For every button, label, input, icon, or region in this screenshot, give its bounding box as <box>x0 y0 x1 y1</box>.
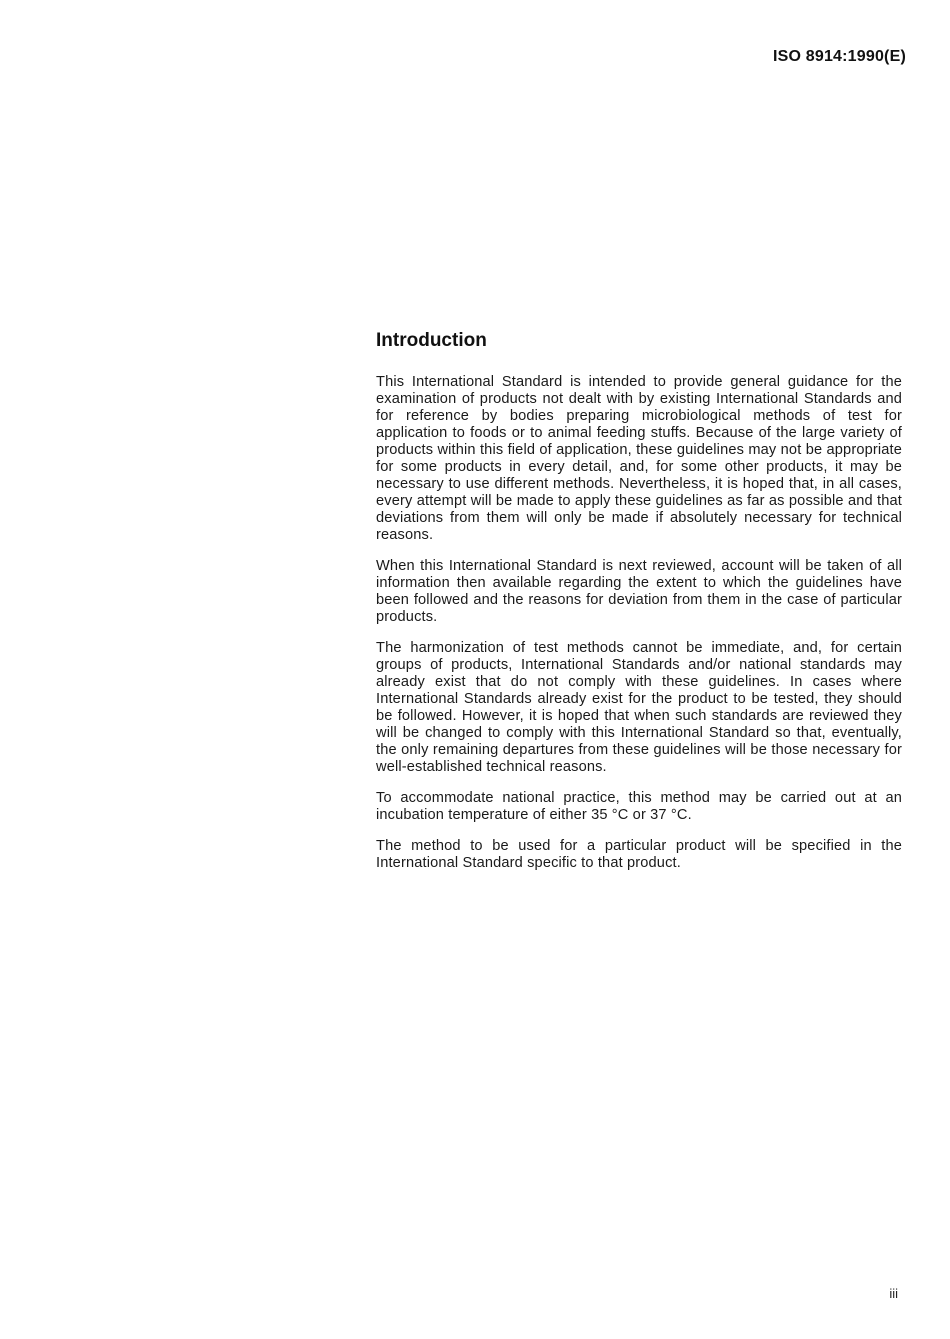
document-reference: ISO 8914:1990(E) <box>772 48 906 65</box>
section-title: Introduction <box>376 330 487 351</box>
introduction-section <box>376 330 902 886</box>
intro-paragraph-1: This International Standard is intended to provide general guidance for the examination of products not dealt with by existing International Standards and for reference by bodies preparing microbiological methods of test for application to foods or to animal feeding stuffs. Because of the large variety of products within this field of application, these guidelines may not be appropriate for some products in every detail, and, for some other products, it may be necessary to use different methods. Nevertheless, it is hoped that, in all cases, every attempt will be made to apply these guidelines as far as possible and that deviations from them will only be made if absolutely necessary for technical reasons. <box>376 374 902 543</box>
intro-paragraph-3: The harmonization of test methods cannot be immediate, and, for certain groups of products, International Standards and/or national standards may already exist that do not comply with these guidelines. In cases where International Standards already exist for the product to be tested, they should be followed. However, it is hoped that when such standards are reviewed they will be changed to comply with this International Standard so that, eventually, the only remaining departures from these guidelines will be those necessary for well-established technical reasons. <box>376 640 902 775</box>
intro-paragraph-5: The method to be used for a particular product will be specified in the International Standard specific to that product. <box>376 838 902 871</box>
intro-paragraph-4: To accommodate national practice, this method may be carried out at an incubation temperature of either 35 °C or 37 °C. <box>376 790 902 823</box>
page-number: iii <box>889 1286 898 1301</box>
intro-paragraph-2: When this International Standard is next reviewed, account will be taken of all information then available regarding the extent to which the guidelines have been followed and the reasons for deviation from them in the case of particular products. <box>376 558 902 625</box>
